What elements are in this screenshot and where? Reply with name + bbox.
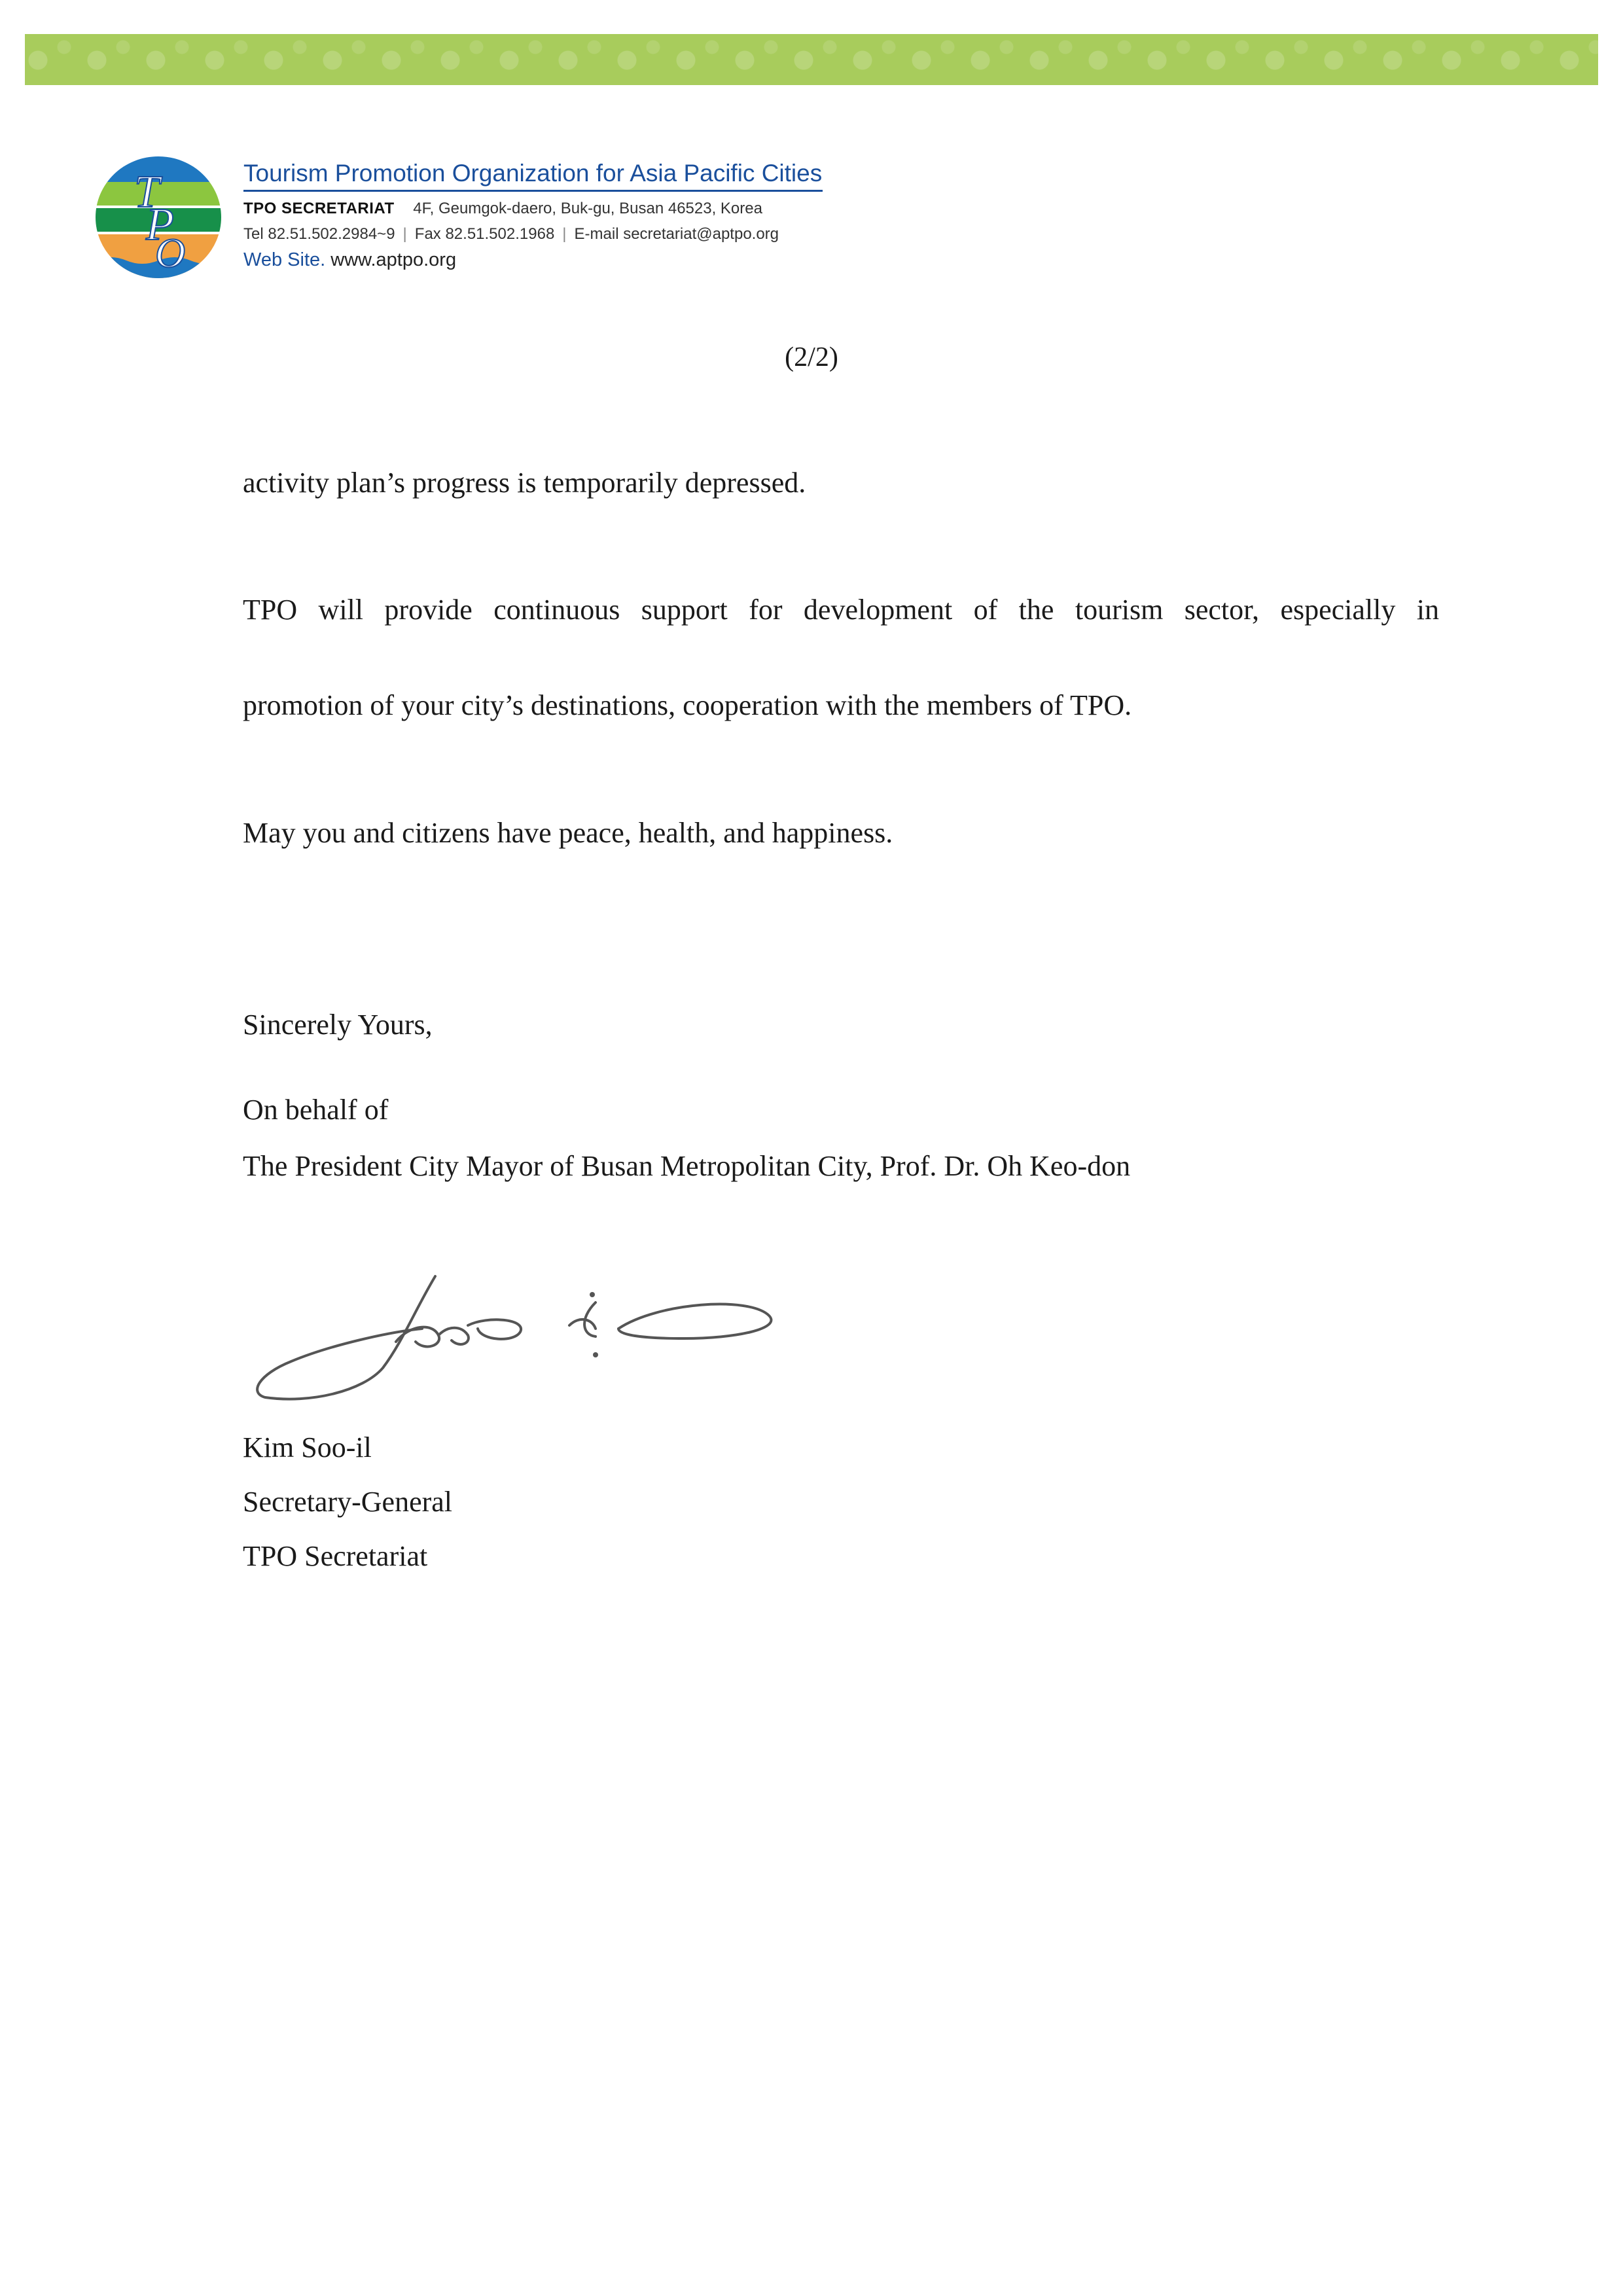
body-para3: May you and citizens have peace, health, and happiness. [243,817,893,849]
svg-text:P: P [146,200,174,250]
signer-name: Kim Soo-il [243,1431,372,1463]
separator: | [402,225,407,243]
separator: | [562,225,567,243]
address: 4F, Geumgok-daero, Buk-gu, Busan 46523, Korea [413,200,762,217]
fax: Fax 82.51.502.1968 [414,225,555,243]
phone-line [243,221,839,247]
svg-text:O: O [155,230,186,276]
signer-title: Secretary-General [243,1486,453,1518]
address-line [243,196,839,221]
body-continuation: activity plan’s progress is temporarily depressed. [243,467,806,499]
tpo-logo [95,156,222,279]
org-name-underline [243,190,823,192]
president-line: The President City Mayor of Busan Metropolitan City, Prof. Dr. Oh Keo-don [243,1150,1131,1182]
top-decorative-band [25,34,1598,85]
web-url: www.aptpo.org [330,249,457,270]
signer-org: TPO Secretariat [243,1540,428,1572]
secretariat-label: TPO SECRETARIAT [243,200,395,217]
body-para2-line1: TPO will provide continuous support for development of the tourism sector, especially in [243,594,1439,626]
signature-image [252,1263,776,1407]
letterhead [95,156,841,280]
tel: Tel 82.51.502.2984~9 [243,225,395,243]
body-para2-line2: promotion of your city’s destinations, cooperation with the members of TPO. [243,689,1132,721]
svg-text:T: T [134,167,160,217]
on-behalf: On behalf of [243,1094,389,1126]
org-name: Tourism Promotion Organization for Asia Pacific Cities [243,160,823,187]
web-line [243,247,839,273]
salutation: Sincerely Yours, [243,1009,433,1041]
email: E-mail secretariat@aptpo.org [574,225,779,243]
page-number: (2/2) [785,342,838,372]
org-info [243,158,839,273]
web-label: Web Site. [243,249,326,270]
